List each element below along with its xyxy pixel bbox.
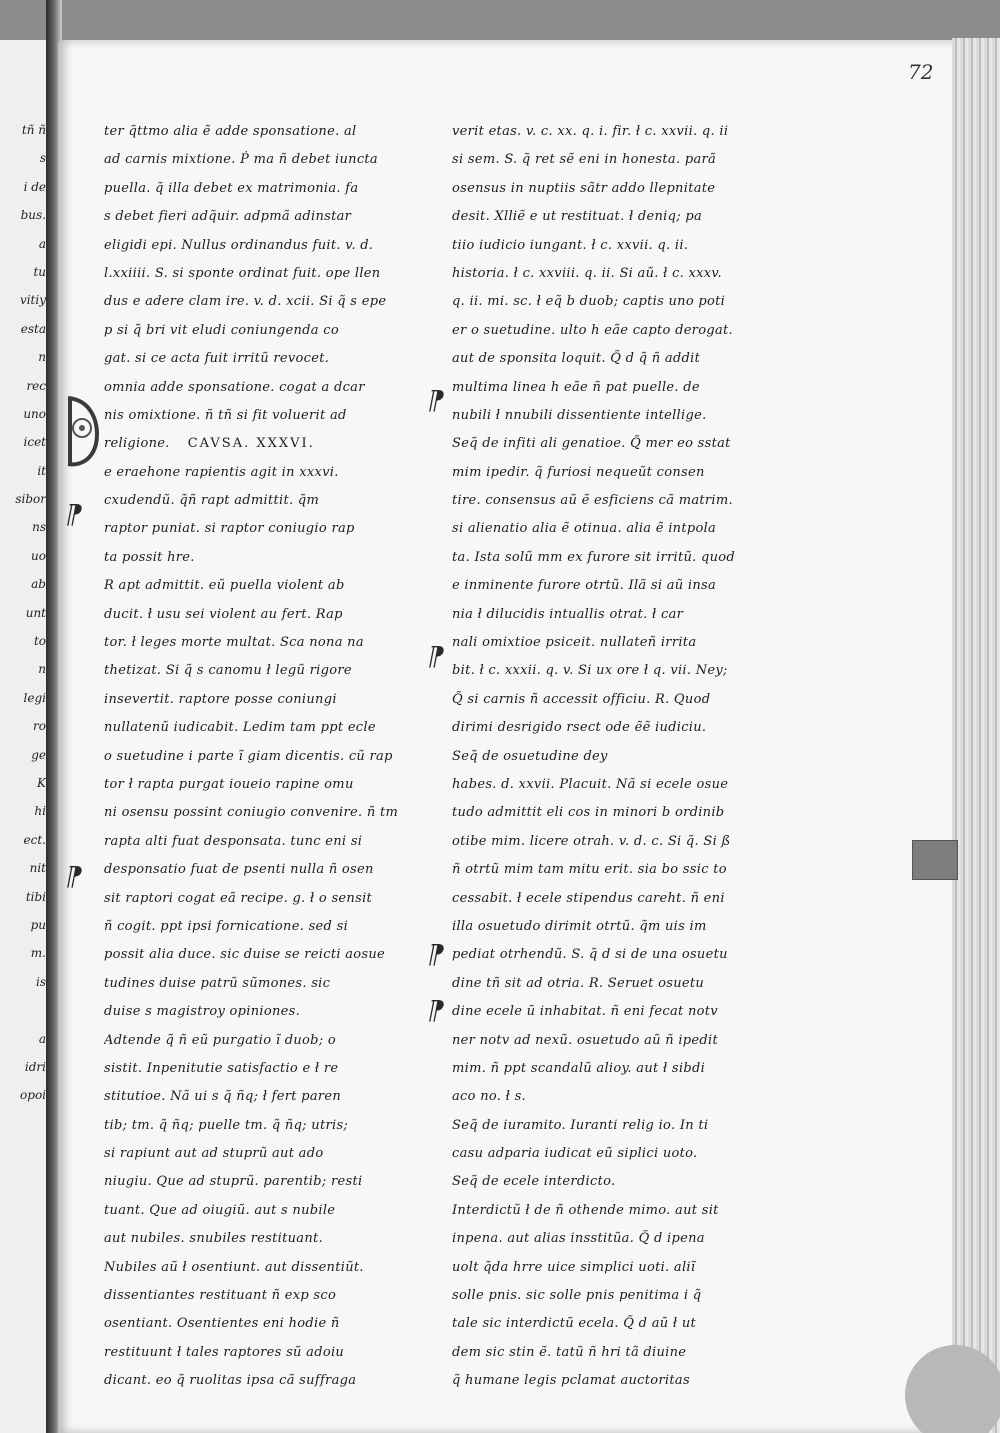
text-line: aut de sponsita loquit. Q̃ d q̃ ñ addit (452, 351, 701, 367)
fore-edge (952, 38, 1000, 1433)
text-line: tiio iudicio iungant. ł c. xxvii. q. ii. (452, 237, 689, 253)
text-line: solle pnis. sic solle pnis penitima i q̃ (452, 1288, 702, 1304)
text-line: aco no. ł s. (452, 1089, 526, 1105)
paragraph-mark: ⁋ (428, 642, 445, 672)
text-line: restituunt ł tales raptores sũ adoiu (104, 1344, 345, 1360)
text-line: m. (30, 946, 46, 961)
text-line: dicant. eo q̃ ruolitas ipsa cã suffraga (104, 1373, 357, 1389)
text-line: tu (33, 264, 46, 279)
paragraph-mark: ⁋ (428, 940, 445, 970)
text-line: ñ otrtũ mim tam mitu erit. sia bo ssic to (452, 862, 727, 878)
text-line: sistit. Inpenitutie satisfactio e ł re (104, 1060, 339, 1076)
text-line: nia ł dilucidis intuallis otrat. ł car (452, 606, 684, 622)
text-line: i de (23, 179, 46, 194)
text-line: stitutioe. Nã ui s q̃ ñq; ł fert paren (104, 1089, 342, 1105)
text-line: nubili ł nnubili dissentiente intellige. (452, 407, 707, 423)
previous-page-text (0, 116, 50, 1110)
text-line: q̃ humane legis pclamat auctoritas (452, 1373, 690, 1389)
text-line: verit etas. v. c. xx. q. i. fir. ł c. xxvii. q. ii (452, 124, 729, 139)
text-line: si sem. S. q̃ ret sẽ eni in honesta. parã (452, 152, 717, 168)
text-line: Nubiles aũ ł osentiunt. aut dissentiũt. (104, 1259, 364, 1275)
text-line: osensus in nuptiis sãtr addo llepnitate (452, 180, 716, 196)
text-line: hi (34, 804, 46, 819)
text-line: ter q̃ttmo alia ẽ adde sponsatione. al (104, 124, 357, 139)
text-line: pu (30, 917, 46, 932)
text-line: bus. (20, 208, 46, 223)
text-line: l.xxiiii. S. si sponte ordinat fuit. ope llen (104, 265, 381, 281)
text-line: sibor (15, 492, 46, 507)
text-line: duise s magistroy opiniones. (104, 1004, 301, 1020)
text-line: uolt q̃da hrre uice simplici uoti. aliĩ (452, 1259, 696, 1275)
text-line: unt (25, 605, 46, 620)
text-line: ad carnis mixtione. Ṗ ma ñ debet iuncta (104, 152, 378, 168)
text-line: cxudendũ. q̃ñ rapt admittit. q̃m (104, 493, 320, 509)
text-line: ro (33, 719, 46, 734)
rubric-heading: CAVSA. XXXVI. (187, 436, 315, 452)
paragraph-mark: ⁋ (66, 862, 83, 892)
paragraph-mark: ⁋ (66, 500, 83, 530)
text-line: tibi (25, 889, 46, 904)
text-line: rec (26, 378, 46, 393)
text-line: s (39, 151, 46, 166)
text-line: ta possit hre. (104, 549, 195, 565)
paragraph-mark: ⁋ (428, 386, 445, 416)
text-line: tudo admittit eli cos in minori b ordinib (452, 805, 725, 821)
text-line: tor. ł leges morte multat. Sca nona na (104, 635, 364, 651)
text-line: bit. ł c. xxxii. q. v. Si ux ore ł q. vii. Ney; (452, 663, 728, 679)
folio-number: 72 (908, 60, 934, 84)
text-line: q. ii. mi. sc. ł eq̃ b duob; captis uno poti (452, 294, 726, 310)
text-line: nit (29, 861, 46, 876)
text-line: a (38, 1031, 46, 1046)
text-line: idri (24, 1059, 46, 1074)
text-line (0, 996, 50, 1024)
text-line: dus e adere clam ire. v. d. xcii. Si q̃ s epe (104, 294, 387, 310)
text-line: nullatenũ iudicabit. Ledim tam ppt ecle (104, 720, 376, 736)
text-line: mim. ñ ppt scandalũ alioy. aut ł sibdi (452, 1060, 706, 1076)
text-line: Interdictũ ł de ñ othende mimo. aut sit (452, 1202, 719, 1218)
scanner-background (0, 0, 1000, 40)
text-line: tudines duise patrũ sũmones. sic (104, 975, 331, 991)
text-line: o suetudine i parte ĩ giam dicentis. cũ rap (104, 748, 393, 764)
decorated-initial-d (62, 394, 102, 468)
text-line: uno (23, 406, 46, 421)
text-line: niugiu. Que ad stuprũ. parentib; resti (104, 1174, 363, 1190)
text-line: e eraehone rapientis agit in xxxvi. (104, 464, 339, 480)
text-line: mim ipedir. q̃ furiosi nequeũt consen (452, 464, 705, 480)
text-line: Seq̃ de ecele interdicto. (452, 1174, 616, 1190)
text-line: dem sic stin ẽ. tatũ ñ hri tã diuine (452, 1344, 687, 1360)
text-line: religione. CAVSA. XXXVI. (104, 436, 315, 452)
text-line: tire. consensus aũ ẽ esficiens cã matrim. (452, 493, 733, 509)
text-line: it (37, 463, 46, 478)
text-line: tñ ñ (21, 123, 46, 137)
text-line: icet (23, 435, 46, 450)
text-line: Seq̃ de iuramito. Iuranti relig io. In ti (452, 1117, 709, 1133)
text-line: nali omixtioe psiceit. nullateñ irrita (452, 635, 697, 651)
text-line: eligidi epi. Nullus ordinandus fuit. v. d. (104, 237, 374, 253)
text-line: puella. q̃ illa debet ex matrimonia. fa (104, 180, 359, 196)
text-line: habes. d. xxvii. Placuit. Nã si ecele osue (452, 776, 729, 792)
text-line: K (37, 775, 46, 790)
text-line: ns (32, 520, 46, 535)
text-line: n (38, 350, 46, 365)
text-line: n (38, 662, 46, 677)
text-line: to (33, 634, 46, 649)
text-line: er o suetudine. ulto h eãe capto derogat. (452, 322, 733, 338)
text-line: illa osuetudo dirimit otrtũ. q̃m uis im (452, 918, 707, 934)
text-column-left (104, 118, 434, 1396)
text-line: e inminente furore otrtũ. Ilã si aũ insa (452, 578, 717, 594)
scanner-thumb (905, 1345, 1000, 1433)
text-line: thetizat. Si q̃ s canomu ł legũ rigore (104, 663, 352, 679)
text-line: si rapiunt aut ad stuprũ aut ado (104, 1146, 324, 1162)
text-line: legi (23, 690, 46, 705)
text-line: historia. ł c. xxviii. q. ii. Si aũ. ł c. xxxv. (452, 265, 722, 281)
paragraph-mark: ⁋ (428, 996, 445, 1026)
text-line: tib; tm. q̃ ñq; puelle tm. q̃ ñq; utris; (104, 1117, 349, 1133)
text-line: dine tñ sit ad otria. R. Seruet osuetu (452, 975, 705, 991)
text-line: ge (31, 747, 46, 762)
text-line: si alienatio alia ẽ otinua. alia ẽ intpola (452, 521, 717, 537)
text-line: vitiy (19, 293, 46, 308)
text-line: desponsatio fuat de psenti nulla ñ osen (104, 862, 374, 878)
text-line: inpena. aut alias insstitũa. Q̃ d ipena (452, 1231, 705, 1247)
text-line: rapta alti fuat desponsata. tunc eni si (104, 833, 363, 849)
text-line: ner notv ad nexũ. osuetudo aũ ñ ipedit (452, 1032, 719, 1048)
text-line: ab (31, 577, 46, 592)
text-line: R apt admittit. eũ puella violent ab (104, 578, 345, 594)
text-line: possit alia duce. sic duise se reicti aosue (104, 947, 386, 963)
text-line: raptor puniat. si raptor coniugio rap (104, 521, 355, 537)
text-line: ect. (23, 832, 46, 847)
text-line: Q̃ si carnis ñ accessit officiu. R. Quod (452, 691, 711, 707)
text-line: tuant. Que ad oiugiũ. aut s nubile (104, 1202, 336, 1218)
text-line: osentiant. Osentientes eni hodie ñ (104, 1316, 340, 1332)
text-line: otibe mim. licere otrah. v. d. c. Si q̃. Si ß (452, 833, 731, 849)
text-line: dine ecele ũ inhabitat. ñ eni fecat notv (452, 1004, 718, 1020)
text-line: aut nubiles. snubiles restituant. (104, 1231, 323, 1247)
text-line: ñ cogit. ppt ipsi fornicatione. sed si (104, 918, 349, 934)
text-line: nis omixtione. ñ tñ si fit voluerit ad (104, 407, 347, 423)
text-line: tale sic interdictũ ecela. Q̃ d aũ ł ut (452, 1316, 697, 1332)
text-line: insevertit. raptore posse coniungi (104, 691, 337, 707)
text-line: a (38, 236, 46, 251)
text-line: gat. si ce acta fuit irritũ revocet. (104, 351, 330, 367)
text-line: sit raptori cogat eã recipe. g. ł o sensit (104, 890, 373, 906)
text-line: opoi (20, 1088, 46, 1103)
text-column-right (452, 118, 798, 1396)
text-line: desit. Xlliẽ e ut restituat. ł deniq; pa (452, 209, 703, 225)
text-line: Adtende q̃ ñ eũ purgatio ĩ duob; o (104, 1032, 336, 1048)
text-line: tor ł rapta purgat ioueio rapine omu (104, 776, 354, 792)
text-line: uo (31, 548, 46, 563)
text-line: omnia adde sponsatione. cogat a dcar (104, 379, 365, 395)
text-line: pediat otrhendũ. S. q̃ d si de una osuetu (452, 947, 728, 963)
text-line: casu adparia iudicat eũ siplici uoto. (452, 1146, 698, 1162)
text-line: p si q̃ bri vit eludi coniungenda co (104, 322, 339, 338)
text-line: esta (20, 321, 46, 336)
text-line: is (36, 974, 46, 989)
previous-page-edge (0, 40, 50, 1433)
text-line: ni osensu possint coniugio convenire. ñ tm (104, 805, 399, 821)
text-line: cessabit. ł ecele stipendus careht. ñ eni (452, 890, 725, 906)
text-line: s debet fieri adq̃uir. adpmã adinstar (104, 209, 352, 225)
text-line: ta. Ista solũ mm ex furore sit irritũ. quod (452, 549, 736, 565)
text-line: multima linea h eãe ñ pat puelle. de (452, 379, 700, 395)
text-line: Seq̃ de osuetudine dey (452, 748, 608, 764)
text-line: dissentiantes restituant ñ exp sco (104, 1288, 337, 1304)
text-line: Seq̃ de infiti ali genatioe. Q̃ mer eo sstat (452, 436, 731, 452)
text-line: ducit. ł usu sei violent au fert. Rap (104, 606, 343, 622)
text-line: dirimi desrigido rsect ode ẽẽ iudiciu. (452, 720, 707, 736)
page-tab (912, 840, 958, 880)
